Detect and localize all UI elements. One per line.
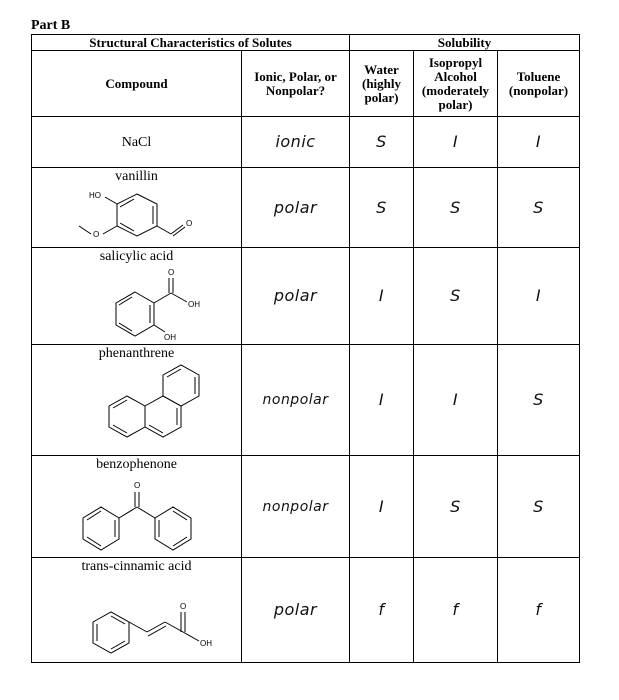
toluene-answer[interactable]: S <box>533 496 544 516</box>
toluene-answer[interactable]: f <box>535 600 542 619</box>
water-answer[interactable]: f <box>378 600 385 619</box>
phenanthrene-structure <box>47 361 227 455</box>
type-answer[interactable]: polar <box>273 197 318 217</box>
type-answer[interactable]: polar <box>273 286 318 305</box>
salicylic-acid-structure <box>47 264 227 344</box>
compound-name: phenanthrene <box>98 346 175 361</box>
water-answer[interactable]: I <box>378 390 385 409</box>
water-header: Water (highly polar) <box>350 51 414 117</box>
type-answer[interactable]: polar <box>273 600 318 619</box>
group-header-row <box>32 35 580 51</box>
solubility-table <box>31 34 580 663</box>
toluene-answer[interactable]: I <box>535 132 542 151</box>
water-answer[interactable]: I <box>378 286 385 305</box>
part-label: Part B <box>31 18 71 33</box>
table-row <box>32 168 580 248</box>
table-row <box>32 117 580 168</box>
compound-header: Compound <box>32 51 242 117</box>
type-answer[interactable]: nonpolar <box>262 392 329 408</box>
solubility-header: Solubility <box>350 35 580 51</box>
methoxy-oxygen-label: O <box>92 230 99 239</box>
structural-characteristics-header: Structural Characteristics of Solutes <box>32 35 350 51</box>
table-row <box>32 456 580 558</box>
carbonyl-oxygen-label: O <box>167 268 174 277</box>
vanillin-structure <box>47 184 227 246</box>
carbonyl-oxygen-label: O <box>179 602 186 611</box>
carbonyl-oxygen-label: O <box>133 481 140 490</box>
toluene-header: Toluene (nonpolar) <box>498 51 580 117</box>
compound-name: NaCl <box>121 135 152 150</box>
isopropyl-answer[interactable]: S <box>450 197 461 217</box>
toluene-answer[interactable]: I <box>535 286 542 305</box>
type-header: Ionic, Polar, or Nonpolar? <box>242 51 350 117</box>
phenol-hydroxyl-label: OH <box>163 333 176 342</box>
isopropyl-header: Isopropyl Alcohol (moderately polar) <box>414 51 498 117</box>
isopropyl-answer[interactable]: I <box>452 132 459 151</box>
type-answer[interactable]: ionic <box>275 132 316 151</box>
table-row <box>32 248 580 345</box>
trans-cinnamic-acid-structure <box>47 574 227 662</box>
compound-name: vanillin <box>115 169 158 184</box>
type-answer[interactable]: nonpolar <box>262 498 329 515</box>
toluene-answer[interactable]: S <box>533 390 544 409</box>
table-row <box>32 558 580 663</box>
isopropyl-answer[interactable]: S <box>450 496 461 516</box>
compound-name: trans-cinnamic acid <box>81 559 192 574</box>
benzophenone-structure <box>47 472 227 557</box>
column-header-row <box>32 51 580 117</box>
toluene-answer[interactable]: S <box>533 197 544 217</box>
acid-hydroxyl-label: OH <box>199 639 212 648</box>
table-row <box>32 345 580 456</box>
acid-hydroxyl-label: OH <box>187 300 200 309</box>
compound-name: benzophenone <box>96 457 177 472</box>
isopropyl-answer[interactable]: f <box>452 600 459 619</box>
water-answer[interactable]: I <box>378 496 385 516</box>
hydroxyl-label: HO <box>88 191 101 200</box>
compound-name: salicylic acid <box>99 249 174 264</box>
water-answer[interactable]: S <box>376 132 387 151</box>
water-answer[interactable]: S <box>376 197 387 217</box>
isopropyl-answer[interactable]: I <box>452 390 459 409</box>
aldehyde-oxygen-label: O <box>185 219 192 228</box>
isopropyl-answer[interactable]: S <box>450 286 461 305</box>
